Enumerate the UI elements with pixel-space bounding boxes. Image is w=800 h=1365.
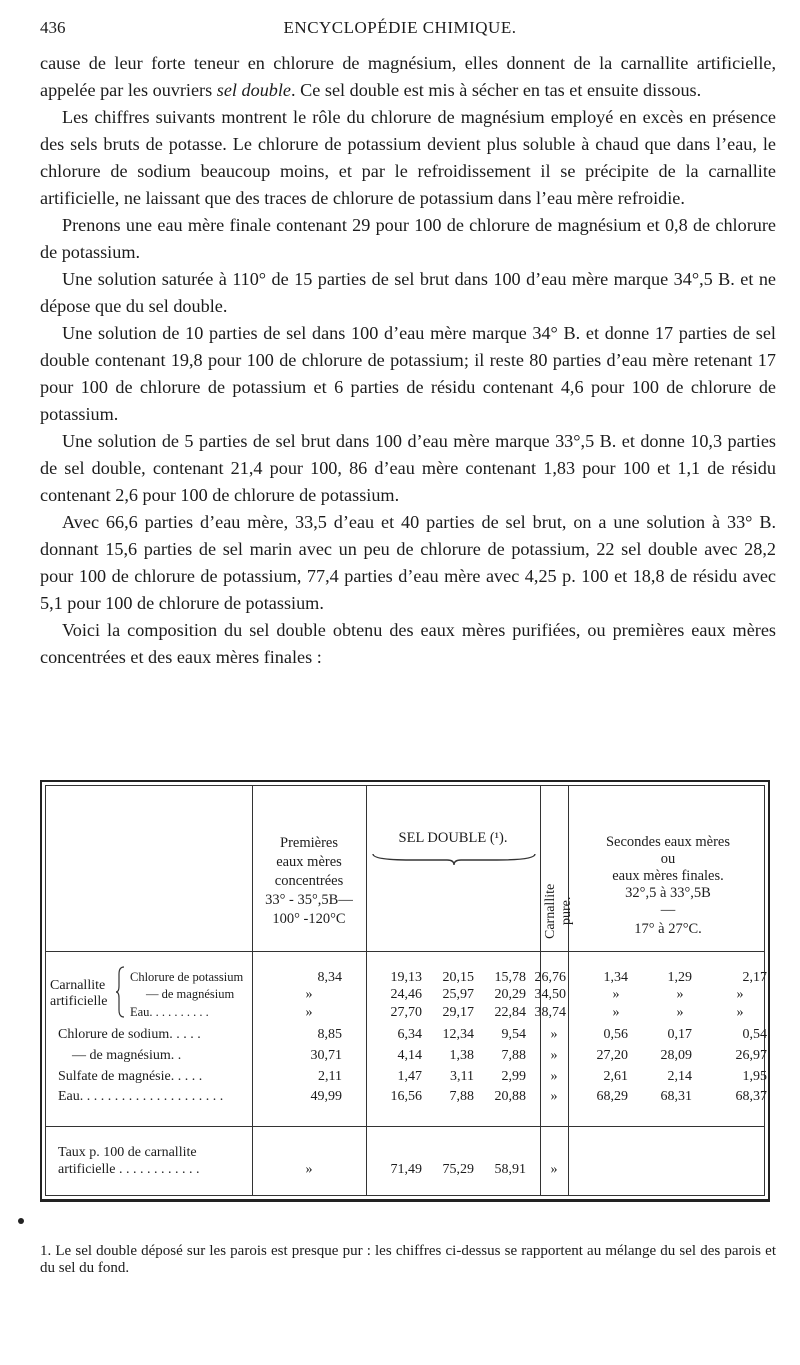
table-cell: 3,11 <box>450 1069 474 1084</box>
group-label-carnallite: Carnallite artificielle <box>50 978 108 1009</box>
table-cell: 1,95 <box>742 1069 767 1084</box>
table-cell: 0,56 <box>603 1027 628 1042</box>
table-cell: 27,70 <box>390 1005 422 1020</box>
table-cell: 30,71 <box>310 1048 342 1063</box>
group-brace <box>116 966 126 1018</box>
table-cell: 68,29 <box>596 1089 628 1104</box>
table-hline <box>46 1126 764 1127</box>
taux-cell: 75,29 <box>442 1162 474 1177</box>
table-cell: 34,50 <box>534 987 566 1002</box>
table-cell: » <box>550 1089 558 1104</box>
table-cell: 24,46 <box>390 987 422 1002</box>
table-cell: » <box>550 1048 558 1063</box>
table-cell: 2,61 <box>603 1069 628 1084</box>
paragraph-7: Avec 66,6 parties d’eau mère, 33,5 d’eau et 40 parties de sel brut, on a une solution à 33° B. donnant 15,6 parties de sel marin avec un peu de chlorure de potassium, 22 sel double avec 28,2 pour 100 de chlorure de potassium, 77,4 parties d’eau mère avec 4,25 p. 100 et 18,8 de résidu avec 5,1 pour 100 de chlorure de potassium. <box>40 512 776 613</box>
table-cell: 25,97 <box>442 987 474 1002</box>
composition-table <box>40 780 770 1202</box>
taux-cell: » <box>550 1162 558 1177</box>
table-cell: 26,97 <box>735 1048 767 1063</box>
table-cell: 26,76 <box>534 970 566 985</box>
table-cell: 16,56 <box>390 1089 422 1104</box>
table-cell: 68,31 <box>660 1089 692 1104</box>
table-cell: » <box>305 987 313 1002</box>
table-cell: » <box>612 987 620 1002</box>
table-cell: 19,13 <box>390 970 422 985</box>
table-cell: 2,14 <box>667 1069 692 1084</box>
table-hline <box>46 951 764 952</box>
taux-cell: 58,91 <box>494 1162 526 1177</box>
table-cell: 49,99 <box>310 1089 342 1104</box>
taux-label: Taux p. 100 de carnallite artificielle . . . . . . . . . . . . <box>58 1145 200 1177</box>
page-header <box>40 18 760 42</box>
table-cell: » <box>676 987 684 1002</box>
table-cell: 2,99 <box>501 1069 526 1084</box>
paragraph-1: cause de leur forte teneur en chlorure de magnésium, elles donnent de la carnallite artificielle, appelée par les ouvriers sel double. Ce sel double est mis à sécher en tas et ensuite dissous. <box>40 53 776 100</box>
row-label: Eau. . . . . . . . . . <box>130 1005 209 1019</box>
table-cell: 1,47 <box>397 1069 422 1084</box>
table-cell: 0,54 <box>742 1027 767 1042</box>
header-sel-double: SEL DOUBLE (¹). <box>398 830 508 846</box>
table-cell: 6,34 <box>397 1027 422 1042</box>
paragraph-8: Voici la composition du sel double obtenu des eaux mères purifiées, ou premières eaux mères concentrées et des eaux mères finales : <box>40 620 776 667</box>
margin-dot <box>18 1218 24 1224</box>
row-label: Chlorure de sodium. . . . . <box>58 1027 201 1042</box>
page-number: 436 <box>40 18 66 37</box>
header-carnallite-pure: Carnallite pure. <box>543 883 574 939</box>
table-cell: 7,88 <box>501 1048 526 1063</box>
paragraph-5: Une solution de 10 parties de sel dans 100 d’eau mère marque 34° B. et donne 17 parties de sel double contenant 19,8 pour 100 de chlorure de potassium; il reste 80 parties d’eau mère retenant 17 pour 100 de chlorure de potassium et 6 parties de résidu contenant 4,6 pour 100 de chlorure de potassium. <box>40 323 776 424</box>
row-label: — de magnésium. . <box>72 1048 182 1063</box>
table-cell: » <box>550 1027 558 1042</box>
row-label: Sulfate de magnésie. . . . . <box>58 1069 203 1084</box>
table-vline <box>366 786 367 1195</box>
running-title: ENCYCLOPÉDIE CHIMIQUE. <box>283 18 517 37</box>
table-cell: » <box>305 1005 313 1020</box>
table-cell: 20,15 <box>442 970 474 985</box>
table-cell: 1,38 <box>449 1048 474 1063</box>
header-secondes: Secondes eaux mères ou eaux mères finales. 32°,5 à 33°,5B — 17° à 27°C. <box>605 834 730 937</box>
row-label: — de magnésium <box>146 987 235 1001</box>
table-cell: 9,54 <box>501 1027 526 1042</box>
paragraph-3: Prenons une eau mère finale contenant 29 pour 100 de chlorure de magnésium et 0,8 de chlorure de potassium. <box>40 215 776 262</box>
table-cell: 27,20 <box>596 1048 628 1063</box>
paragraph-6: Une solution de 5 parties de sel brut dans 100 d’eau mère marque 33°,5 B. et donne 10,3 parties de sel double, contenant 21,4 pour 100, 86 d’eau mère contenant 1,83 pour 100 et 1,1 de résidu contenant 2,6 pour 100 de chlorure de potassium. <box>40 431 776 505</box>
table-cell: 1,29 <box>667 970 692 985</box>
table-cell: 4,14 <box>397 1048 422 1063</box>
table-grid <box>45 785 765 1196</box>
table-cell: 20,88 <box>494 1089 526 1104</box>
body-text <box>40 50 776 671</box>
table-cell: 2,11 <box>318 1069 342 1084</box>
header-premieres: Premières eaux mères concentrées 33° - 35°,5B— 100° -120°C <box>265 835 353 927</box>
table-cell: 2,17 <box>742 970 767 985</box>
table-cell: » <box>736 987 744 1002</box>
table-cell: » <box>676 1005 684 1020</box>
row-label: Chlorure de potassium <box>130 970 244 984</box>
table-cell: 7,88 <box>449 1089 474 1104</box>
header-brace <box>371 850 537 866</box>
table-cell: » <box>612 1005 620 1020</box>
table-cell: » <box>736 1005 744 1020</box>
paragraph-4: Une solution saturée à 110° de 15 parties de sel brut dans 100 d’eau mère marque 34°,5 B. et ne dépose que du sel double. <box>40 269 776 316</box>
taux-cell: » <box>305 1162 313 1177</box>
table-cell: 0,17 <box>667 1027 692 1042</box>
table-cell: 22,84 <box>494 1005 526 1020</box>
footnote: 1. Le sel double déposé sur les parois est presque pur : les chiffres ci-dessus se rapportent au mélange du sel des parois et du sel du fond. <box>40 1243 776 1276</box>
table-cell: 8,34 <box>317 970 342 985</box>
table-cell: 20,29 <box>494 987 526 1002</box>
table-cell: 8,85 <box>317 1027 342 1042</box>
paragraph-2: Les chiffres suivants montrent le rôle du chlorure de magnésium employé en excès en présence des sels bruts de potasse. Le chlorure de potassium devient plus soluble à chaud que dans l’eau, le chlorure de sodium beaucoup moins, et par le refroidissement il se précipite de la carnallite artificielle, ne laissant que des traces de chlorure de potassium dans l’eau mère refroidie. <box>40 107 776 208</box>
table-cell: 1,34 <box>603 970 628 985</box>
table-cell: 29,17 <box>442 1005 474 1020</box>
table-cell: » <box>550 1069 558 1084</box>
table-cell: 28,09 <box>660 1048 692 1063</box>
taux-cell: 71,49 <box>390 1162 422 1177</box>
table-cell: 68,37 <box>735 1089 767 1104</box>
table-cell: 15,78 <box>494 970 526 985</box>
row-label: Eau. . . . . . . . . . . . . . . . . . . . . <box>58 1089 224 1104</box>
table-cell: 12,34 <box>442 1027 474 1042</box>
table-cell: 38,74 <box>534 1005 566 1020</box>
